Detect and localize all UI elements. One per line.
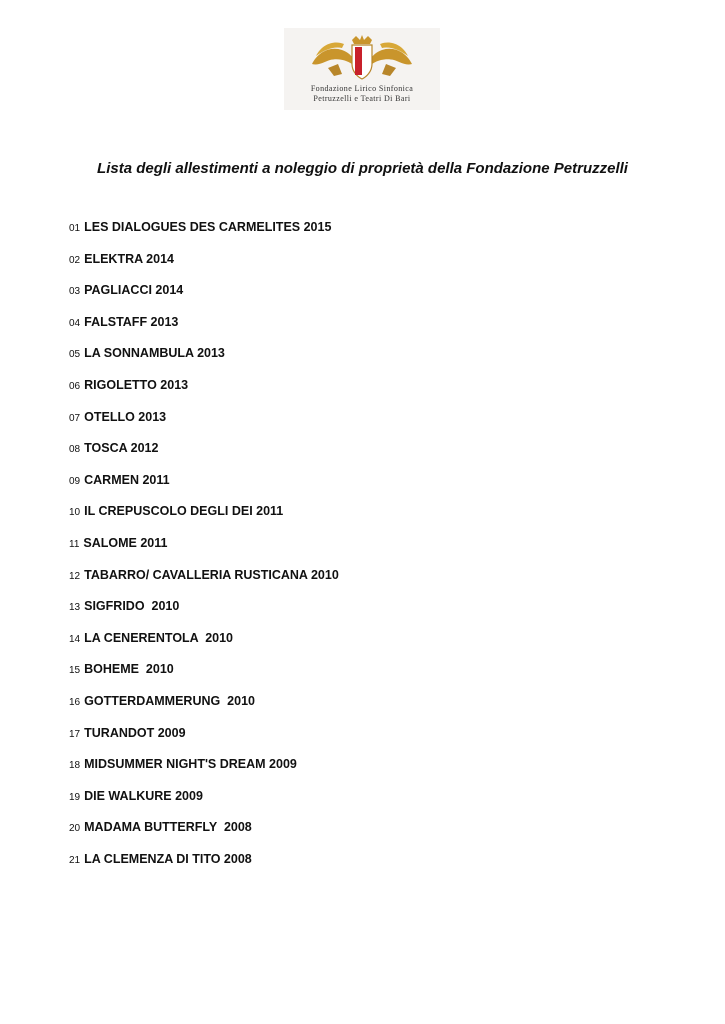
item-number: 07 — [69, 412, 81, 424]
list-item — [69, 344, 339, 376]
griffin-crest-icon — [308, 34, 416, 82]
item-number: 21 — [69, 854, 81, 866]
list-item — [69, 313, 339, 345]
item-title: TURANDOT 2009 — [84, 725, 186, 740]
item-number: 06 — [69, 380, 81, 392]
item-title: CARMEN 2011 — [84, 472, 170, 487]
item-title: FALSTAFF 2013 — [84, 314, 179, 329]
list-item — [69, 850, 339, 882]
productions-list — [69, 218, 339, 881]
item-title: MADAMA BUTTERFLY 2008 — [84, 820, 252, 835]
item-number: 19 — [69, 791, 81, 803]
foundation-logo — [284, 28, 440, 110]
item-number: 12 — [69, 570, 81, 582]
list-item — [69, 471, 339, 503]
item-number: 09 — [69, 475, 81, 487]
list-item — [69, 629, 339, 661]
list-item — [69, 755, 339, 787]
item-title: PAGLIACCI 2014 — [84, 283, 184, 298]
item-title: DIE WALKURE 2009 — [84, 788, 203, 803]
item-number: 05 — [69, 349, 81, 361]
item-number: 08 — [69, 444, 81, 456]
item-title: LES DIALOGUES DES CARMELITES 2015 — [84, 220, 332, 234]
item-title: MIDSUMMER NIGHT'S DREAM 2009 — [84, 757, 297, 772]
item-title: TABARRO/ CAVALLERIA RUSTICANA 2010 — [84, 567, 339, 582]
item-title: GOTTERDAMMERUNG 2010 — [84, 693, 255, 708]
item-number: 03 — [69, 286, 81, 298]
item-number: 20 — [69, 823, 81, 835]
item-number: 18 — [69, 760, 81, 772]
page-title: Lista degli allestimenti a noleggio di proprietà della Fondazione Petruzzelli — [97, 160, 628, 177]
list-item — [69, 439, 339, 471]
list-item — [69, 787, 339, 819]
item-title: LA CLEMENZA DI TITO 2008 — [84, 851, 252, 866]
item-title: SALOME 2011 — [83, 535, 168, 550]
list-item — [69, 281, 339, 313]
list-item — [69, 408, 339, 440]
list-item — [69, 250, 339, 282]
item-title: LA CENERENTOLA 2010 — [84, 630, 234, 645]
list-item — [69, 692, 339, 724]
logo-text-line2: Petruzzelli e Teatri Di Bari — [313, 94, 411, 103]
logo-text-line1: Fondazione Lirico Sinfonica — [310, 84, 414, 93]
list-item — [69, 502, 339, 534]
item-number: 13 — [69, 602, 81, 614]
item-number: 17 — [69, 728, 81, 740]
item-title: BOHEME 2010 — [84, 662, 174, 677]
item-number: 16 — [69, 696, 81, 708]
list-item — [69, 376, 339, 408]
item-title: TOSCA 2012 — [84, 441, 159, 456]
list-item — [69, 597, 339, 629]
list-item — [69, 566, 339, 598]
list-item — [69, 724, 339, 756]
item-number: 15 — [69, 665, 81, 677]
item-title: IL CREPUSCOLO DEGLI DEI 2011 — [84, 504, 284, 519]
item-title: RIGOLETTO 2013 — [84, 377, 189, 392]
list-item — [69, 534, 339, 566]
item-title: ELEKTRA 2014 — [84, 251, 174, 266]
item-number: 11 — [69, 538, 80, 550]
item-number: 10 — [69, 507, 81, 519]
item-number: 02 — [69, 254, 81, 266]
item-title: SIGFRIDO 2010 — [84, 599, 180, 614]
item-number: 01 — [69, 223, 81, 234]
list-item — [69, 818, 339, 850]
item-title: LA SONNAMBULA 2013 — [84, 346, 225, 361]
item-title: OTELLO 2013 — [84, 409, 167, 424]
list-item — [69, 660, 339, 692]
item-number: 14 — [69, 633, 81, 645]
list-item — [69, 218, 339, 250]
item-number: 04 — [69, 317, 81, 329]
